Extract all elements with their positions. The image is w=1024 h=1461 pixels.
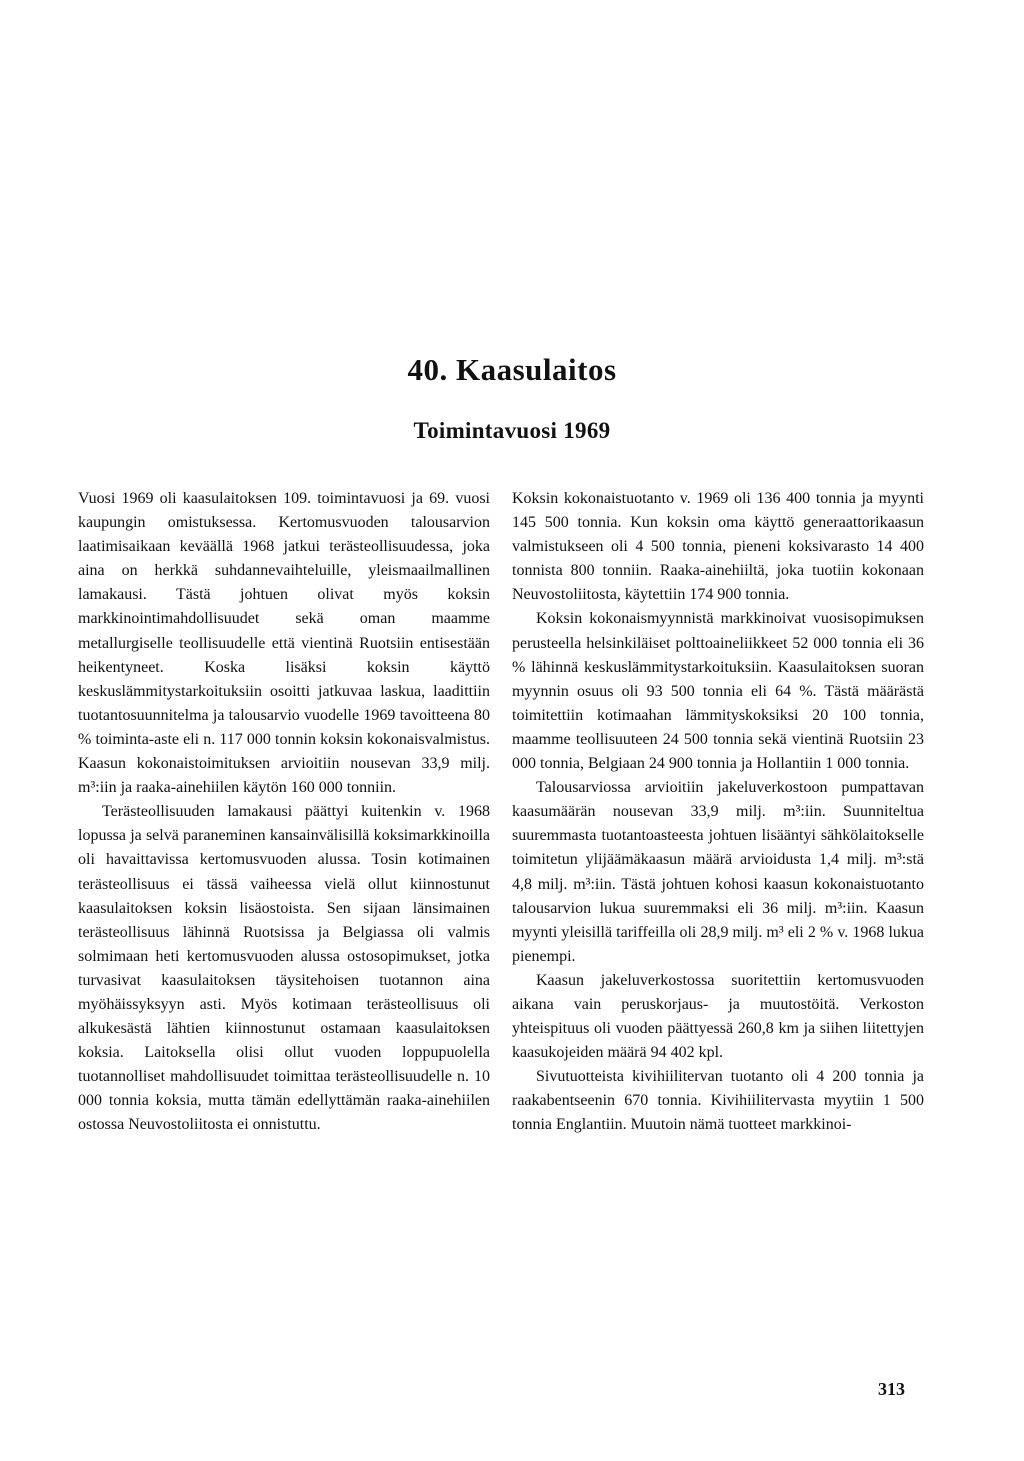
right-paragraph-4: Kaasun jakeluverkostossa suoritettiin kertomusvuoden aikana vain peruskorjaus- ja muutostöitä. Verkoston yhteispituus oli vuoden päättyessä 260,8 km ja siihen liitettyjen kaasukojeiden määrä 94 402 kpl. (512, 971, 924, 1062)
chapter-subtitle: Toimintavuosi 1969 (413, 418, 611, 443)
right-paragraph-5: Sivutuotteista kivihiilitervan tuotanto oli 4 200 tonnia ja raakabentseenin 670 tonnia. Kivihiilitervasta myytiin 1 500 tonnia Englantiin. Muutoin nämä tuotteet markkinoi- (512, 1068, 924, 1134)
right-paragraph-1: Koksin kokonaistuotanto v. 1969 oli 136 400 tonnia ja myynti 145 500 tonnia. Kun koksin oma käyttö generaattorikaasun valmistukseen oli 4 500 tonnia, pieneni koksivarasto 14 400 tonnista 800 tonniin. Raaka-ainehiiltä, joka tuotiin kokonaan Neuvostoliitosta, käytettiin 174 900 tonnia. (512, 490, 924, 604)
right-paragraph-3: Talousarviossa arvioitiin jakeluverkostoon pumpattavan kaasumäärän nousevan 33,9 milj. m³:iin. Suunniteltua suuremmasta tuotantoasteesta johtuen lisääntyi sähkölaitokselle toimitetun ylijäämäkaasun määrä arvioidusta 1,4 milj. m³:stä 4,8 milj. m³:iin. Tästä johtuen kohosi kaasun kokonaistuotanto talousarvion lukua suuremmaksi eli 36 milj. m³:iin. Kaasun myynti yleisillä tariffeilla oli 28,9 milj. m³ eli 2 % v. 1968 lukua pienempi. (512, 779, 924, 965)
right-paragraph-2: Koksin kokonaismyynnistä markkinoivat vuosisopimuksen perusteella helsinkiläiset polttoaineliikkeet 52 000 tonnia eli 36 % lähinnä keskuslämmitystarkoituksiin. Kaasulaitoksen suoran myynnin osuus oli 93 500 tonnia eli 64 %. Tästä määrästä toimitettiin kotimaahan lämmityskoksiksi 20 100 tonnia, maamme teollisuuteen 24 500 tonnia sekä vientinä Ruotsiin 23 000 tonnia, Belgiaan 24 900 tonnia ja Hollantiin 1 000 tonnia. (512, 610, 924, 773)
left-column (78, 487, 490, 1138)
left-paragraph-1: Vuosi 1969 oli kaasulaitoksen 109. toimintavuosi ja 69. vuosi kaupungin omistuksessa. Kertomusvuoden talousarvion laatimisaikaan keväällä 1968 jatkui terästeollisuudessa, joka aina on herkkä suhdannevaihteluille, yleismaailmallinen lamakausi. Tästä johtuen olivat myös koksin markkinointimahdollisuudet sekä oman maamme metallurgiselle teollisuudelle että vientinä Ruotsiin entisestään heikentyneet. Koska lisäksi koksin käyttö keskuslämmitystarkoituksiin osoitti jatkuvaa laskua, laadittiin tuotantosuunnitelma ja talousarvio vuodelle 1969 tavoitteena 80 % toiminta-aste eli n. 117 000 tonnin koksin kokonaisvalmistus. Kaasun kokonaistoimituksen arvioitiin nousevan 33,9 milj. m³:iin ja raaka-ainehiilen käytön 160 000 tonniin. (78, 490, 490, 797)
left-paragraph-2: Terästeollisuuden lamakausi päättyi kuitenkin v. 1968 lopussa ja selvä paraneminen kansainvälisillä koksimarkkinoilla oli havaittavissa kertomusvuoden alussa. Tosin kotimainen terästeollisuus ei tässä vaiheessa vielä ollut kiinnostunut kaasulaitoksen koksin lisäostoista. Sen sijaan länsimainen terästeollisuus lähinnä Ruotsissa ja Belgiassa oli valmis solmimaan heti kertomusvuoden alussa ostosopimukset, jotka turvasivat kaasulaitoksen täysitehoisen tuotannon aina myöhäissyksyyn asti. Myös kotimaan terästeollisuus oli alkukesästä lähtien kiinnostunut ostamaan kaasulaitoksen koksia. Laitoksella olisi ollut vuoden loppupuolella tuotannolliset mahdollisuudet toimittaa terästeollisuudelle n. 10 000 tonnia koksia, mutta tämän edellyttämän raaka-ainehiilen ostossa Neuvostoliitosta ei onnistuttu. (78, 803, 490, 1134)
right-column (512, 487, 924, 1138)
chapter-title: 40. Kaasulaitos (407, 352, 617, 387)
page-number: 313 (878, 1379, 905, 1399)
